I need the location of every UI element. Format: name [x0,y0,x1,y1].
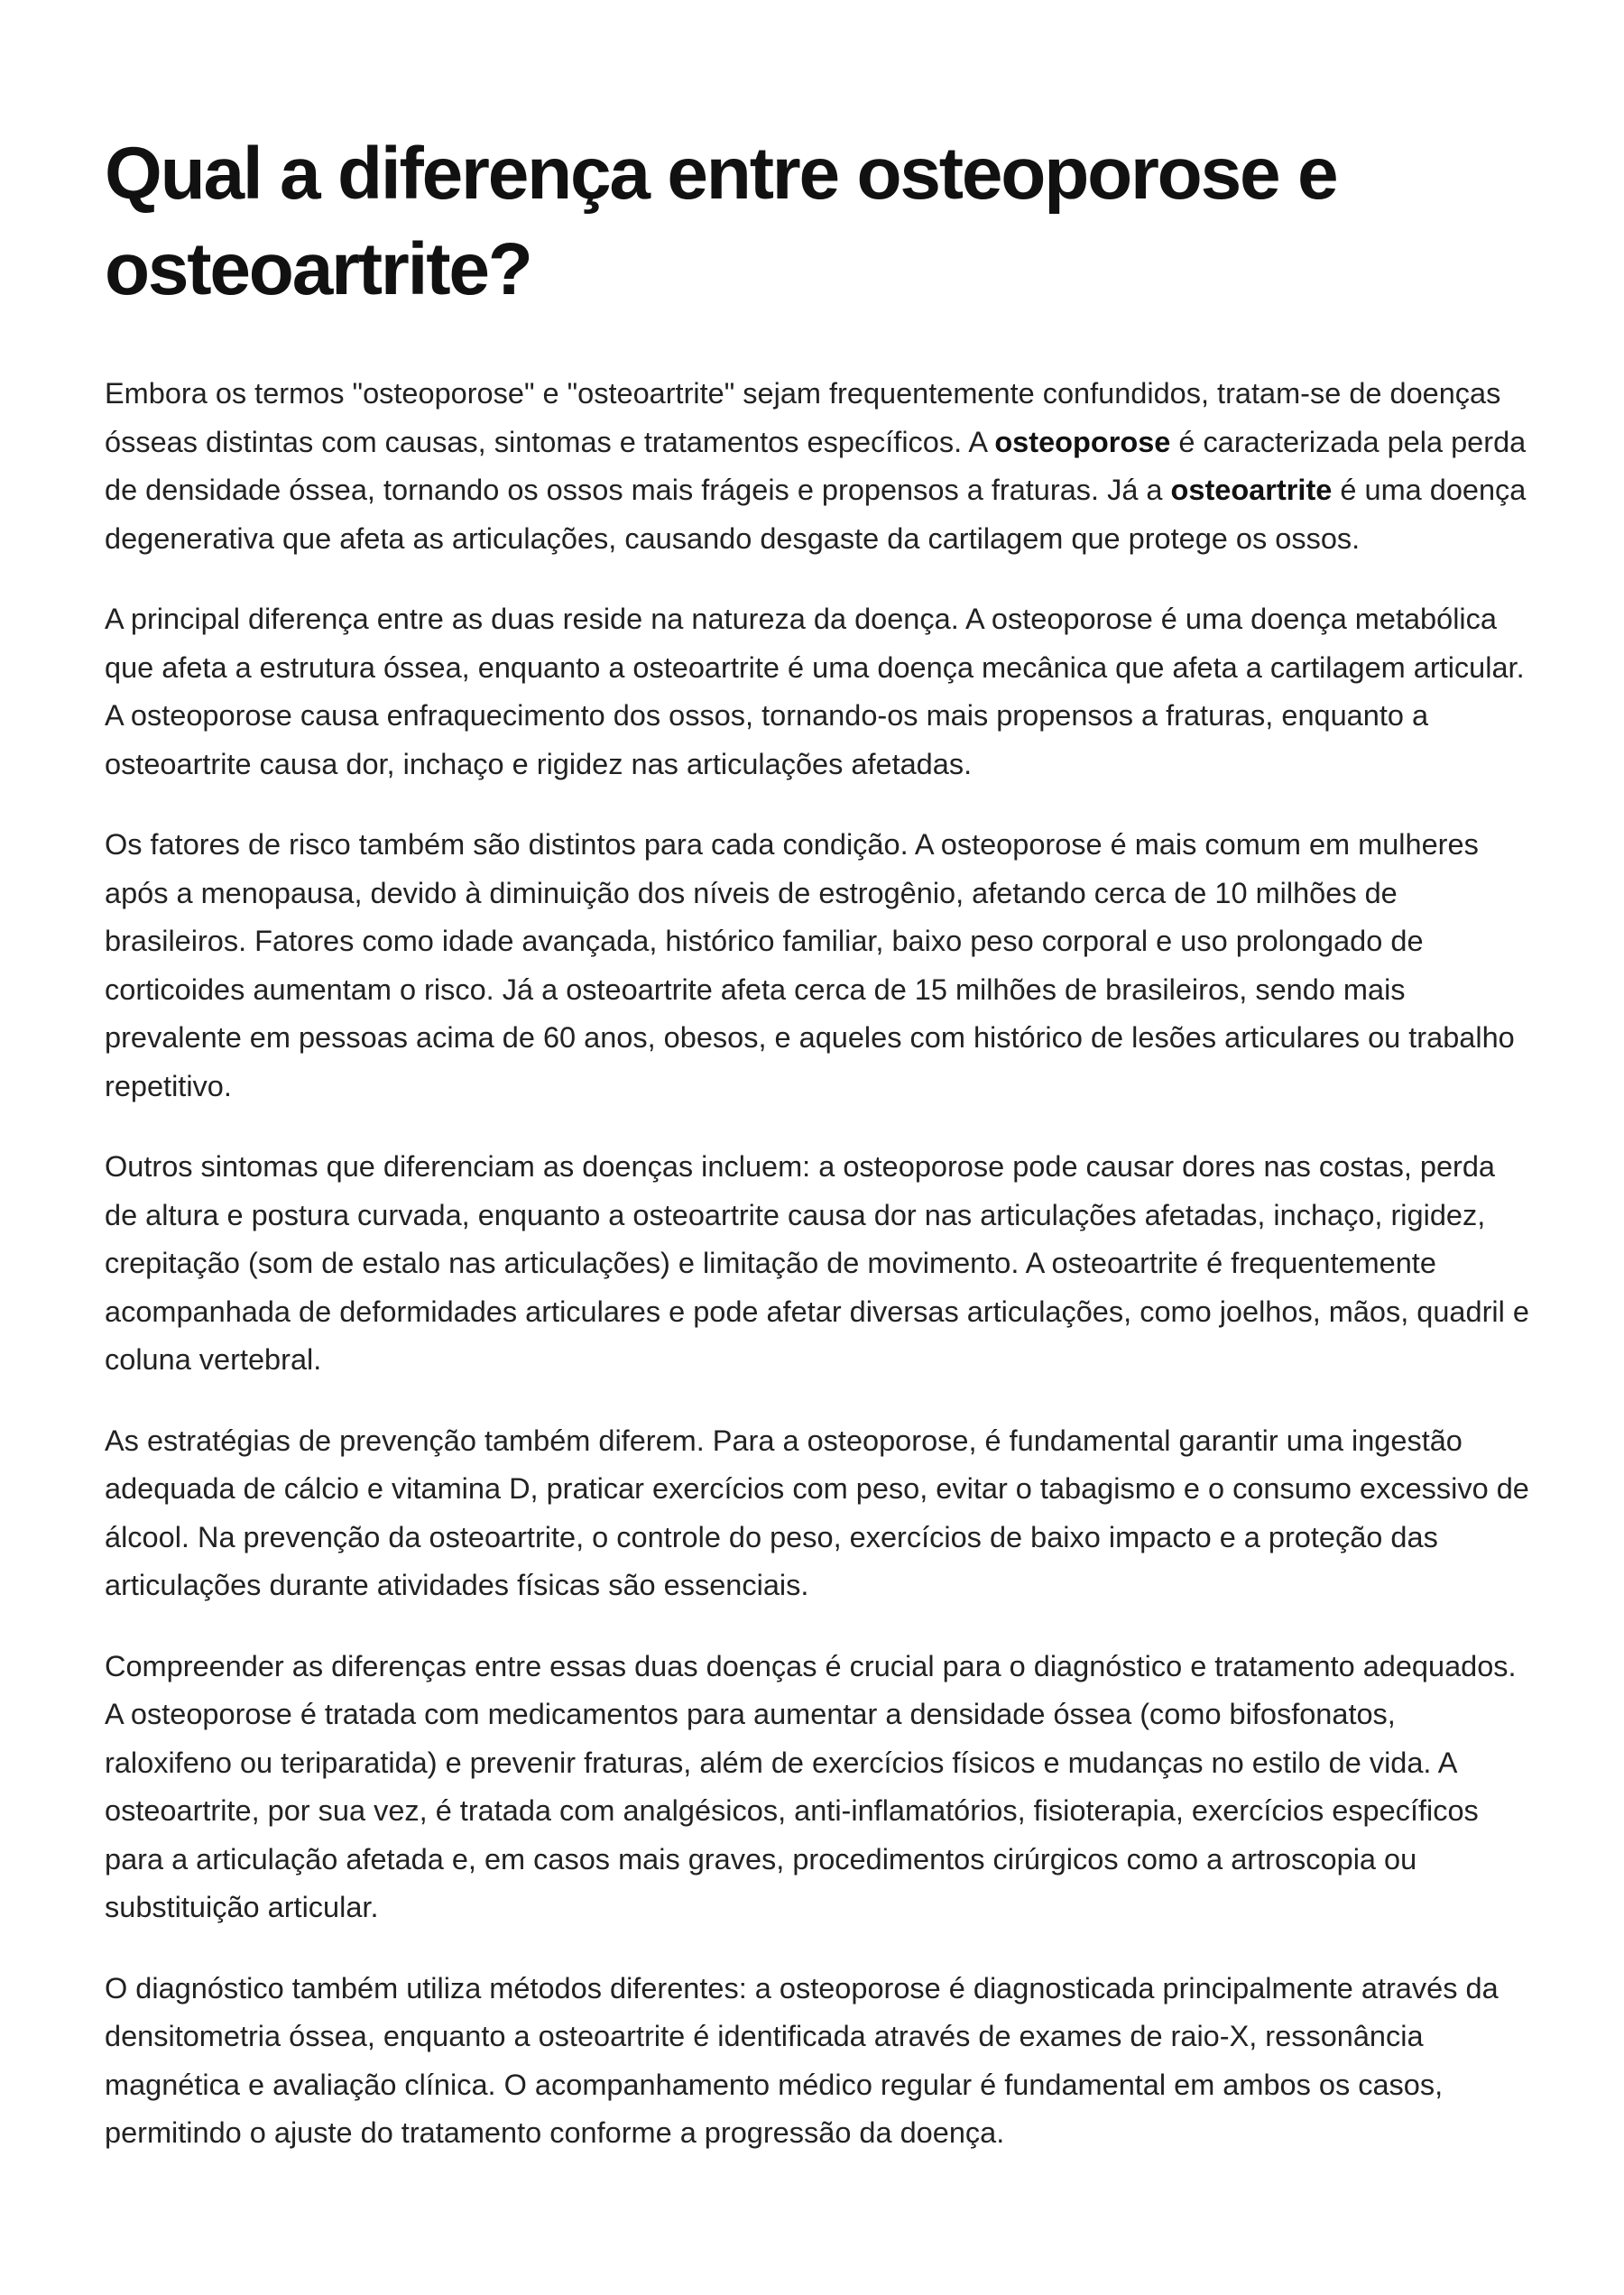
paragraph-intro [105,370,1530,563]
page-title: Qual a diferença entre osteoporose e osteoartrite? [105,133,1337,310]
paragraph-risk-factors: Os fatores de risco também são distintos para cada condição. A osteoporose é mais comum em mulheres após a menopausa, devido à diminuição dos níveis de estrogênio, afetando cerca de 10 milhões de brasileiros. Fatores como idade avançada, histórico familiar, baixo peso corporal e uso prolongado de corticoides aumentam o risco. Já a osteoartrite afeta cerca de 15 milhões de brasileiros, sendo mais prevalente em pessoas acima de 60 anos, obesos, e aqueles com histórico de lesões articulares ou trabalho repetitivo. [105,828,1515,1102]
paragraph-diagnosis: O diagnóstico também utiliza métodos diferentes: a osteoporose é diagnosticada principalmente através da densitometria óssea, enquanto a osteoartrite é identificada através de exames de raio-X, ressonância magnética e avaliação clínica. O acompanhamento médico regular é fundamental em ambos os casos, permitindo o ajuste do tratamento conforme a progressão da doença. [105,1971,1499,2149]
paragraph-prevention: As estratégias de prevenção também diferem. Para a osteoporose, é fundamental garantir uma ingestão adequada de cálcio e vitamina D, praticar exercícios com peso, evitar o tabagismo e o consumo excessivo de álcool. Na prevenção da osteoartrite, o controle do peso, exercícios de baixo impacto e a proteção das articulações durante atividades físicas são essenciais. [105,1424,1529,1601]
term-osteoartrite: osteoartrite [1170,474,1333,506]
paragraph-intro-text-1: Embora os termos "osteoporose" e "osteoartrite" sejam frequentemente confundidos, tratam-se de doenças ósseas distintas com causas, sintomas e tratamentos específicos. A [105,377,1501,458]
paragraph-symptoms: Outros sintomas que diferenciam as doenças incluem: a osteoporose pode causar dores nas costas, perda de altura e postura curvada, enquanto a osteoartrite causa dor nas articulações afetadas, inchaço, rigidez, crepitação (som de estalo nas articulações) e limitação de movimento. A osteoartrite é frequentemente acompanhada de deformidades articulares e pode afetar diversas articulações, como joelhos, mãos, quadril e coluna vertebral. [105,1150,1529,1376]
paragraph-intro-text-2: é caracterizada pela perda de densidade óssea, tornando os ossos mais frágeis e propensos a fraturas. Já a [105,425,1527,506]
paragraph-intro-text-3: é uma doença degenerativa que afeta as articulações, causando desgaste da cartilagem que protege os ossos. [105,474,1527,555]
paragraph-treatment: Compreender as diferenças entre essas duas doenças é crucial para o diagnóstico e tratamento adequados. A osteoporose é tratada com medicamentos para aumentar a densidade óssea (como bifosfonatos, raloxifeno ou teriparatida) e prevenir fraturas, além de exercícios físicos e mudanças no estilo de vida. A osteoartrite, por sua vez, é tratada com analgésicos, anti-inflamatórios, fisioterapia, exercícios específicos para a articulação afetada e, em casos mais graves, procedimentos cirúrgicos como a artroscopia ou substituição articular. [105,1649,1517,1923]
term-osteoporose: osteoporose [994,425,1171,458]
paragraph-main-difference: A principal diferença entre as duas reside na natureza da doença. A osteoporose é uma doença metabólica que afeta a estrutura óssea, enquanto a osteoartrite é uma doença mecânica que afeta a cartilagem articular. A osteoporose causa enfraquecimento dos ossos, tornando-os mais propensos a fraturas, enquanto a osteoartrite causa dor, inchaço e rigidez nas articulações afetadas. [105,603,1525,780]
article-body [105,370,1530,2158]
document-page [105,0,1530,2190]
